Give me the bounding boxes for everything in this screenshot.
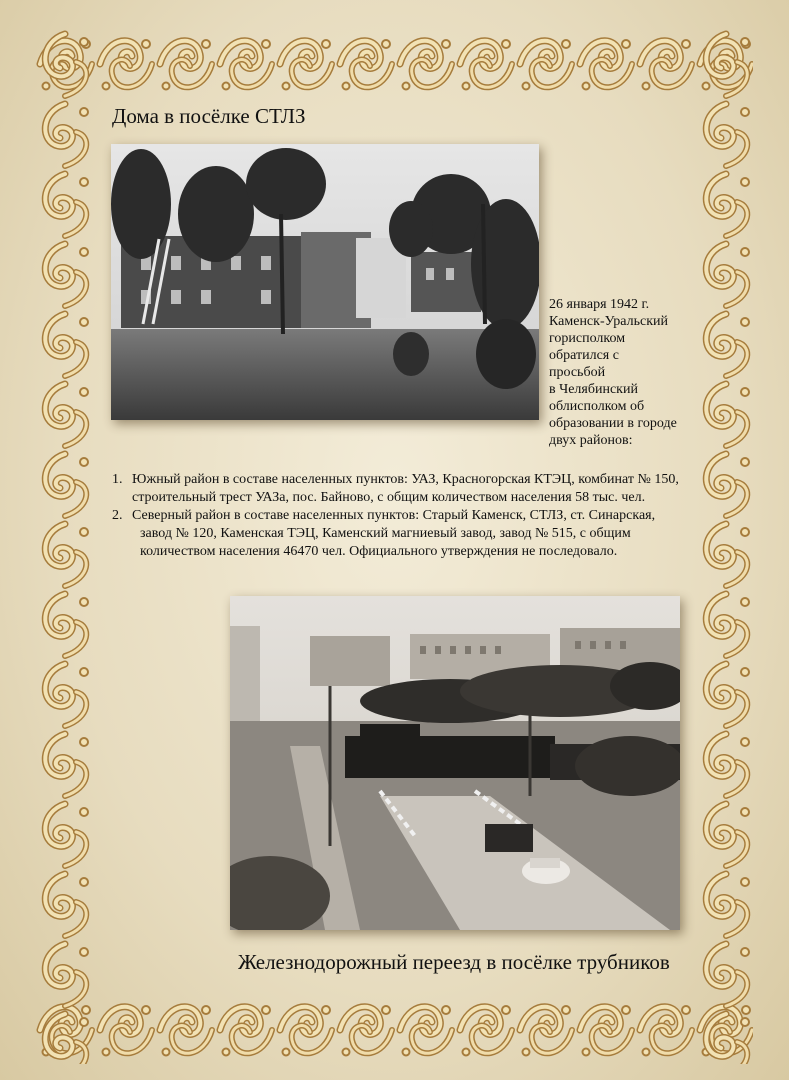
list-line: количеством населения 46470 чел. Официального утверждения не последовало.	[140, 544, 618, 559]
ornament-border-top	[36, 30, 753, 98]
list-number: 2.	[112, 508, 123, 523]
ornament-border-left	[36, 30, 94, 1064]
list-line: Северный район в составе населенных пунктов: Старый Каменск, СТЛЗ, ст. Синарская,	[132, 508, 656, 523]
heading-railway-crossing: Железнодорожный переезд в посёлке трубников	[238, 950, 670, 974]
photo-railway-crossing	[230, 596, 680, 930]
list-item-north-district	[112, 507, 712, 561]
list-line: Южный район в составе населенных пунктов: УАЗ, Красногорская КТЭЦ, комбинат № 150,	[132, 472, 679, 487]
photo-houses-stlz	[111, 144, 539, 420]
side-line: просьбой	[549, 365, 606, 380]
heading-houses: Дома в посёлке СТЛЗ	[112, 104, 306, 128]
districts-list	[112, 471, 712, 561]
list-line: строительный трест УАЗа, пос. Байново, с общим количеством населения 58 тыс. чел.	[132, 490, 646, 505]
list-line: завод № 120, Каменская ТЭЦ, Каменский магниевый завод, завод № 515, с общим	[140, 526, 631, 541]
list-number: 1.	[112, 472, 123, 487]
side-line: облисполком об	[549, 399, 645, 414]
side-line: в Челябинский	[549, 382, 638, 397]
side-line: Каменск-Уральский	[549, 314, 668, 329]
list-item-south-district	[112, 471, 712, 507]
side-line: двух районов:	[549, 433, 633, 448]
side-line: горисполком	[549, 331, 626, 346]
side-line: 26 января 1942 г.	[549, 297, 650, 312]
side-line: образовании в городе	[549, 416, 677, 431]
side-line: обратился с	[549, 348, 619, 363]
ornament-border-bottom	[36, 996, 753, 1064]
side-paragraph	[549, 296, 697, 449]
